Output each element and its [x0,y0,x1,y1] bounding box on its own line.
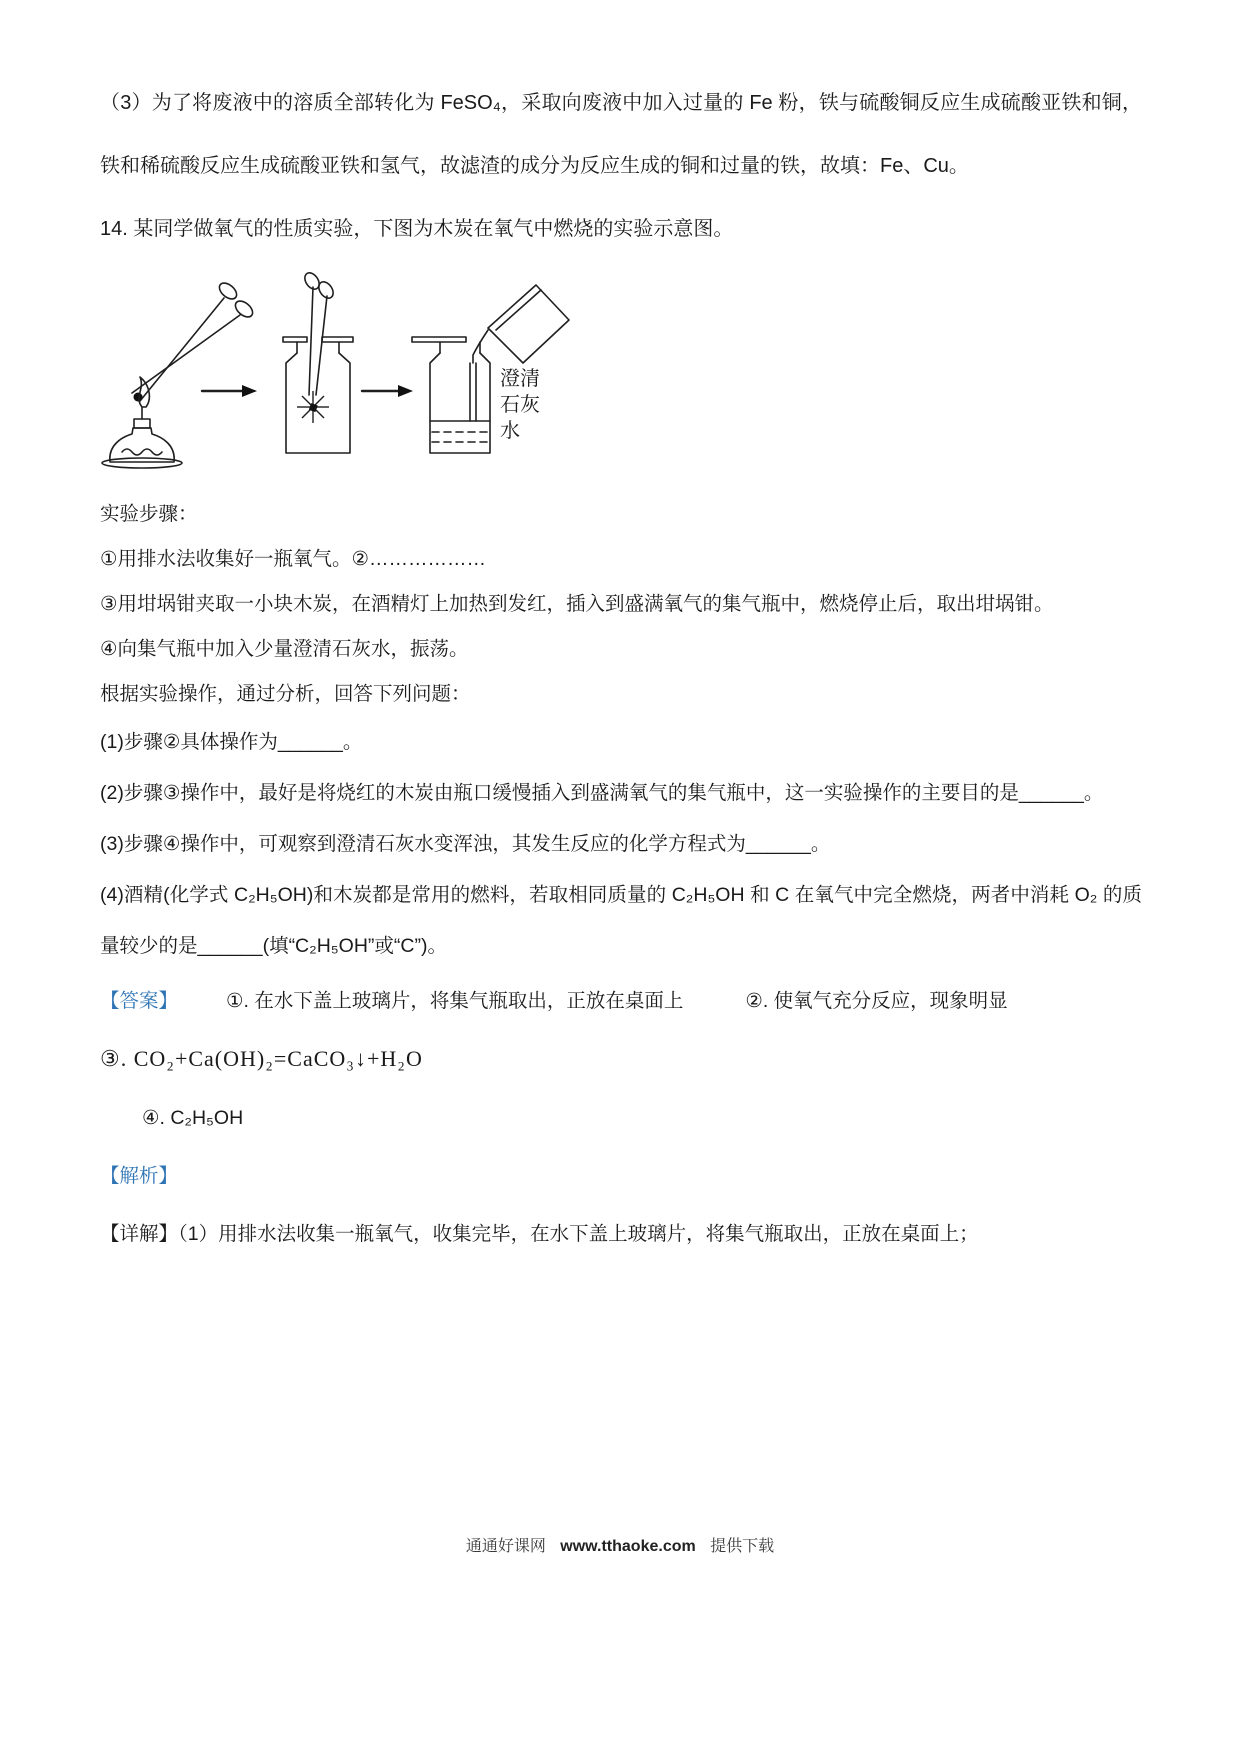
step-1: ①用排水法收集好一瓶氧气。②……………… [100,548,486,570]
glass-plate-icon [283,337,307,342]
footer-site-name: 通通好课网 [465,1538,546,1555]
beaker-icon [488,285,569,363]
footer-url: www.tthaoke.com [560,1538,696,1555]
step-4: ④向集气瓶中加入少量澄清石灰水，振荡。 [100,638,469,660]
analysis-label: 【解析】 [100,1165,179,1187]
gas-bottle-icon [430,353,490,453]
beaker-liquid-line [496,290,541,330]
answer-label: 【答案】 [100,990,179,1012]
alcohol-liquid-icon [122,449,162,455]
glass-plate-icon [412,337,466,342]
answer-line-4: ④. C₂H₅OH [142,1107,244,1129]
tong-loop-icon [232,298,255,320]
alcohol-lamp-heating-group [102,280,256,468]
answer-block [100,972,1142,1263]
gas-bottle-combustion-group [283,270,353,453]
limewater-pouring-group [412,285,569,453]
step-3: ③用坩埚钳夹取一小块木炭，在酒精灯上加热到发红，插入到盛满氧气的集气瓶中，燃烧停止后，取出坩埚钳。 [100,593,1054,615]
sub-question-3: (3)步骤④操作中，可观察到澄清石灰水变浑浊，其发生反应的化学方程式为______。 [100,833,831,855]
answer-item-2: ②. 使氧气充分反应，现象明显 [745,990,1008,1012]
detailed-explanation: 【详解】（1）用排水法收集一瓶氧气，收集完毕，在水下盖上玻璃片，将集气瓶取出，正放在桌面上； [100,1223,979,1245]
limewater-label-line3: 水 [500,420,520,442]
lamp-base-icon [102,458,182,468]
sub-question-1: (1)步骤②具体操作为______。 [100,731,363,753]
questions-block [100,717,1142,972]
analysis-lead: 根据实验操作，通过分析，回答下列问题： [100,683,471,705]
glass-plate-icon [322,337,353,342]
answer-item-3-equation: ③. CO₂+Ca(OH)₂=CaCO₃↓+H₂O [100,1046,423,1071]
crucible-tongs-icon [309,287,313,395]
answer-item-1: ①. 在水下盖上玻璃片，将集气瓶取出，正放在桌面上 [226,990,684,1012]
analysis-heading [100,1147,1142,1205]
experiment-diagram [100,273,1142,478]
charcoal-piece-icon [134,393,143,402]
paragraph-q13-part3-answer: （3）为了将废液中的溶质全部转化为 FeSO₄，采取向废液中加入过量的 Fe 粉，铁与硫酸铜反应生成硫酸亚铁和铜，铁和稀硫酸反应生成硫酸亚铁和氢气，故滤渣的成分为反应生成的铜和过量的铁，故填：Fe、Cu。 [100,92,1142,177]
sub-question-4: (4)酒精(化学式 C₂H₅OH)和木炭都是常用的燃料，若取相同质量的 C₂H₅OH 和 C 在氧气中完全燃烧，两者中消耗 O₂ 的质量较少的是______(填“C₂H₅OH”或“C”)。 [100,884,1142,957]
limewater-label-line2: 石灰 [500,394,540,416]
alcohol-lamp-icon [110,428,174,462]
arrow-right-icon [202,385,257,397]
gas-bottle-icon [286,353,350,453]
experiment-steps-block [100,492,1142,717]
page-footer [0,1533,1240,1556]
arrow-right-icon [362,385,413,397]
experiment-diagram-svg [100,273,570,478]
answer-line-1 [100,972,1142,1030]
wick-holder-icon [134,419,150,428]
crucible-tongs-icon [132,315,240,393]
crucible-tongs-icon [140,298,224,401]
tong-loop-icon [216,280,239,302]
answer-line-equation [100,1030,1142,1089]
question-14-intro: 14. 某同学做氧气的性质实验，下图为木炭在氧气中燃烧的实验示意图。 [100,218,734,240]
footer-suffix: 提供下载 [710,1538,775,1555]
steps-heading: 实验步骤： [100,503,198,525]
sub-question-2: (2)步骤③操作中，最好是将烧红的木炭由瓶口缓慢插入到盛满氧气的集气瓶中，这一实验操作的主要目的是______。 [100,782,1104,804]
limewater-label-line1: 澄清 [500,368,540,390]
crucible-tongs-icon [316,296,327,395]
